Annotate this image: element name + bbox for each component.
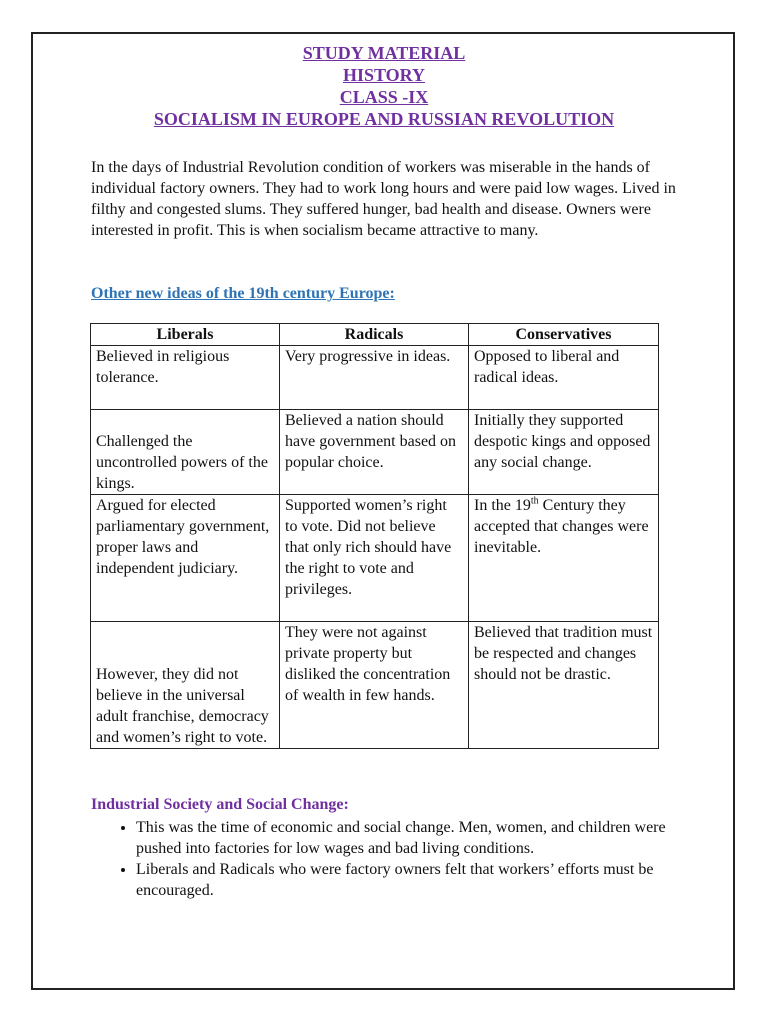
table-cell: Supported women’s right to vote. Did not believe that only rich should have the right to vote and privileges.: [280, 495, 469, 622]
list-item: • This was the time of economic and social change. Men, women, and children were pushed into factories for low wages and bad living conditions.: [136, 817, 711, 859]
header-class: CLASS -IX: [339, 87, 429, 107]
table-cell: They were not against private property but disliked the concentration of wealth in few hands.: [280, 622, 469, 749]
table-cell: Opposed to liberal and radical ideas.: [469, 346, 659, 410]
table-row: [91, 410, 659, 495]
column-header-liberals: Liberals: [91, 324, 280, 346]
century-superscript: th: [530, 495, 539, 507]
list-item: • Liberals and Radicals who were factory owners felt that workers’ efforts must be encouraged.: [136, 859, 711, 901]
table-cell: [469, 495, 659, 622]
column-header-conservatives: Conservatives: [469, 324, 659, 346]
header-subject: HISTORY: [342, 65, 426, 85]
table-cell: However, they did not believe in the universal adult franchise, democracy and women’s right to vote.: [91, 622, 280, 749]
table-cell: Believed a nation should have government based on popular choice.: [280, 410, 469, 495]
table-cell: Initially they supported despotic kings and opposed any social change.: [469, 410, 659, 495]
section-heading-industrial-society: Industrial Society and Social Change:: [91, 796, 349, 813]
section-heading-new-ideas: Other new ideas of the 19th century Europe:: [91, 285, 395, 302]
table-cell: Challenged the uncontrolled powers of the kings.: [91, 410, 280, 495]
header-chapter-title: SOCIALISM IN EUROPE AND RUSSIAN REVOLUTION: [153, 109, 615, 129]
century-text-post: Century they accepted that changes were inevitable.: [474, 497, 649, 556]
table-row: [91, 346, 659, 410]
table-cell: Believed in religious tolerance.: [91, 346, 280, 410]
table-cell: Argued for elected parliamentary government, proper laws and independent judiciary.: [91, 495, 280, 622]
column-header-radicals: Radicals: [280, 324, 469, 346]
century-text-pre: In the 19: [474, 497, 531, 514]
table-header-row: [91, 324, 659, 346]
table-row: [91, 495, 659, 622]
table-row: [91, 622, 659, 749]
bullet-list: [91, 817, 711, 901]
table-cell: Very progressive in ideas.: [280, 346, 469, 410]
table-cell: Believed that tradition must be respected and changes should not be drastic.: [469, 622, 659, 749]
ideas-table: [90, 323, 659, 749]
document-header: [0, 42, 768, 130]
header-study-material: STUDY MATERIAL: [302, 43, 466, 63]
intro-paragraph: In the days of Industrial Revolution condition of workers was miserable in the hands of individual factory owners. They had to work long hours and were paid low wages. Lived in filthy and congested slums. They suffered hunger, bad health and disease. Owners were interested in profit. This is when socialism became attractive to many.: [91, 159, 676, 239]
